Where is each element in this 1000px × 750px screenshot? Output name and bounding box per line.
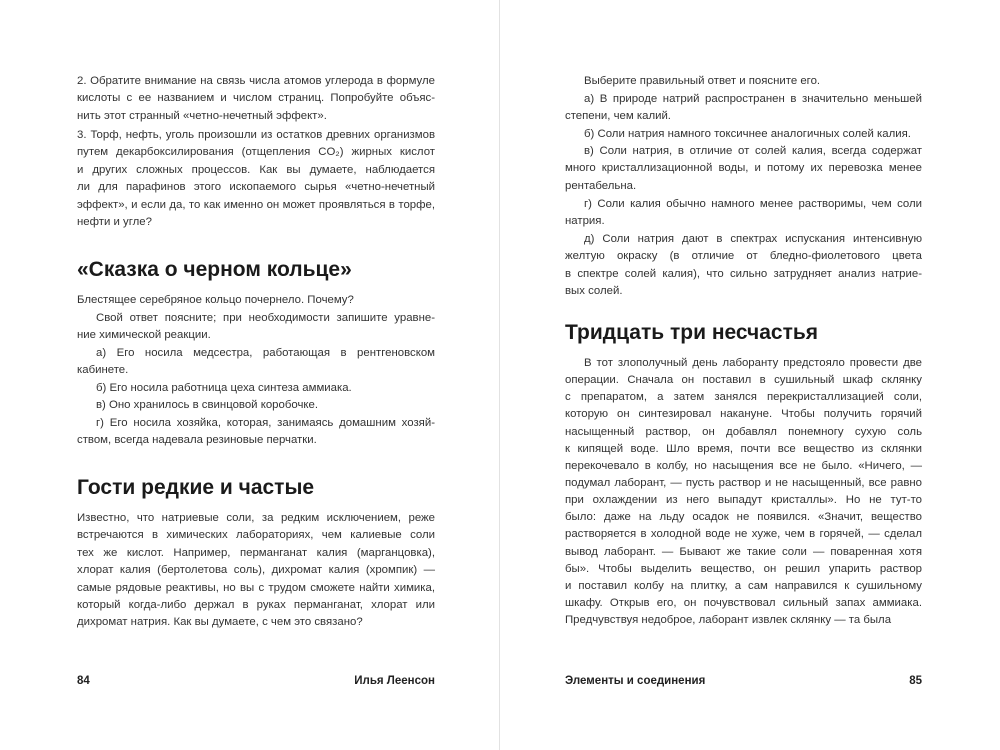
paragraph bbox=[77, 397, 435, 414]
text-line: г) Соли калия обычно намного менее растворимы, чем соли bbox=[584, 198, 922, 210]
text-line: желтую окраску (в отличие от бледно-фиолетового цвета bbox=[565, 250, 922, 263]
paragraph bbox=[565, 196, 922, 231]
text-line: которую он синтезировал накануне. Чтобы получить горячий bbox=[565, 408, 922, 421]
paragraph bbox=[565, 143, 922, 195]
text-line: тех же кислот. Например, перманганат калия (марганцовка), bbox=[77, 546, 435, 559]
paragraph bbox=[77, 345, 435, 380]
text-line: путем декарбоксилирования (отщепления CO₂) жирных кислот bbox=[77, 146, 435, 159]
paragraph bbox=[77, 310, 435, 345]
running-footer-author: Илья Леенсон bbox=[354, 675, 435, 687]
text-line: подумал лаборант, — пусть раствор и не насыщенный, все равно bbox=[565, 476, 922, 489]
text-line: встречаются в химических лабораториях, чем калиевые соли bbox=[77, 529, 435, 542]
text-line: рентабельна. bbox=[565, 179, 637, 192]
book-spine bbox=[499, 0, 500, 750]
text-line: перекочевало в колбу, но насыщения все не было. «Ничего, — bbox=[565, 459, 922, 472]
text-line: было: даже на льду осадок не появился. «Значит, вещество bbox=[565, 511, 922, 524]
text-line: с препаратом, а затем занялся перекристаллизацией соли, bbox=[565, 391, 922, 404]
text-line: Предчувствуя недоброе, лаборант извлек склянку — та была bbox=[565, 614, 892, 627]
paragraph bbox=[565, 73, 922, 90]
paragraph bbox=[77, 127, 435, 231]
text-line: самые рядовые реактивы, но вы с трудом сможете найти химика, bbox=[77, 581, 435, 594]
section-block bbox=[77, 257, 435, 283]
text-line: и поставил колбу на плитку, а сам направился к сушильному bbox=[565, 579, 922, 592]
section-heading: Тридцать три несчастья bbox=[565, 321, 819, 344]
text-line: дихромат натрия. Как вы думаете, с чем это связано? bbox=[77, 616, 363, 629]
text-line: вывод лаборант. — Бывают же такие соли — поваренная хотя bbox=[565, 545, 922, 558]
text-line: нефти и угле? bbox=[77, 215, 152, 228]
section-heading: Гости редкие и частые bbox=[77, 476, 315, 499]
text-line: г) Его носила хозяйка, которая, занимаясь домашним хозяй- bbox=[96, 417, 435, 429]
section-block bbox=[77, 475, 435, 501]
section-heading: «Сказка о черном кольце» bbox=[77, 258, 352, 281]
text-line: растворяется в холодной воде не хуже, чем в горячей, — сделал bbox=[565, 528, 922, 541]
text-line: а) В природе натрий распространен в значительно меньшей bbox=[584, 93, 922, 105]
text-line: д) Соли натрия дают в спектрах испускания интенсивную bbox=[584, 233, 922, 245]
text-line: а) Его носила медсестра, работающая в рентгеновском bbox=[96, 347, 435, 359]
page-number-right: 85 bbox=[909, 675, 922, 687]
text-line: который когда-либо держал в руках перманганат, хлорат или bbox=[77, 598, 435, 611]
text-line: шкафу. Открыв его, он почувствовал сильный запах аммиака. bbox=[565, 596, 922, 609]
text-line: много кристаллизационной воды, и потому их перевозка менее bbox=[565, 162, 922, 175]
page-number-left: 84 bbox=[77, 675, 90, 687]
text-line: кабинете. bbox=[77, 364, 129, 377]
text-line: и других сложных процессов. Как вы думаете, наблюдается bbox=[77, 163, 435, 176]
text-line: эффект», и если да, то как именно он может проявляться в торфе, bbox=[77, 198, 435, 211]
text-line: ли для парафинов этого ископаемого сырья «четно-нечетный bbox=[77, 181, 435, 194]
text-line: к кипящей воде. Шло время, почти все вещество из склянки bbox=[565, 442, 922, 455]
text-line: Известно, что натриевые соли, за редким исключением, реже bbox=[77, 512, 435, 524]
text-line: б) Его носила работница цеха синтеза аммиака. bbox=[96, 382, 352, 394]
section-block bbox=[565, 320, 922, 346]
text-line: В тот злополучный день лаборанту предстояло провести две bbox=[584, 357, 922, 369]
text-line: при охлаждении из него выпадут кристаллы». Но не тут-то bbox=[565, 494, 922, 507]
text-line: в) Соли натрия, в отличие от солей калия, всегда содержат bbox=[584, 145, 922, 157]
text-line: ством, всегда надевала резиновые перчатки. bbox=[77, 434, 317, 447]
text-line: ние химической реакции. bbox=[77, 329, 211, 342]
paragraph bbox=[77, 73, 435, 125]
text-line: в) Оно хранилось в свинцовой коробочке. bbox=[96, 399, 318, 411]
text-line: 3. Торф, нефть, уголь произошли из остатков древних организмов bbox=[77, 129, 435, 141]
paragraph bbox=[565, 231, 922, 301]
text-line: кислоты с ее названием и числом страниц. Попробуйте объяс- bbox=[77, 92, 435, 105]
paragraph bbox=[77, 415, 435, 450]
text-line: Свой ответ поясните; при необходимости запишите уравне- bbox=[96, 312, 435, 324]
paragraph bbox=[77, 292, 435, 309]
text-line: Блестящее серебряное кольцо почернело. Почему? bbox=[77, 294, 354, 306]
text-line: 2. Обратите внимание на связь числа атомов углерода в формуле bbox=[77, 75, 435, 87]
text-line: бы». Чтобы выделить вещество, он решил упарить раствор bbox=[565, 562, 922, 575]
text-line: степени, чем калий. bbox=[565, 110, 671, 123]
text-line: б) Соли натрия намного токсичнее аналогичных солей калия. bbox=[584, 128, 911, 140]
paragraph bbox=[565, 126, 922, 143]
paragraph bbox=[77, 380, 435, 397]
paragraph bbox=[77, 510, 435, 632]
text-line: натрия. bbox=[565, 215, 605, 228]
text-line: хлорат калия (бертолетова соль), дихромат калия (хромпик) — bbox=[77, 564, 435, 577]
text-line: операции. Сначала он поставил в сушильный шкаф склянку bbox=[565, 374, 922, 387]
text-line: вых солей. bbox=[565, 285, 623, 298]
text-line: Выберите правильный ответ и поясните его. bbox=[584, 75, 821, 87]
paragraph bbox=[565, 91, 922, 126]
text-line: нить этот странный «четно-нечетный эффект». bbox=[77, 109, 327, 122]
text-line: в спектре солей калия), что сильно затрудняет анализ натрие- bbox=[565, 267, 922, 280]
text-line: насыщенный раствор, он добавлял понемногу сухую соль bbox=[565, 425, 922, 438]
paragraph bbox=[565, 355, 922, 629]
running-footer-section: Элементы и соединения bbox=[565, 675, 706, 687]
